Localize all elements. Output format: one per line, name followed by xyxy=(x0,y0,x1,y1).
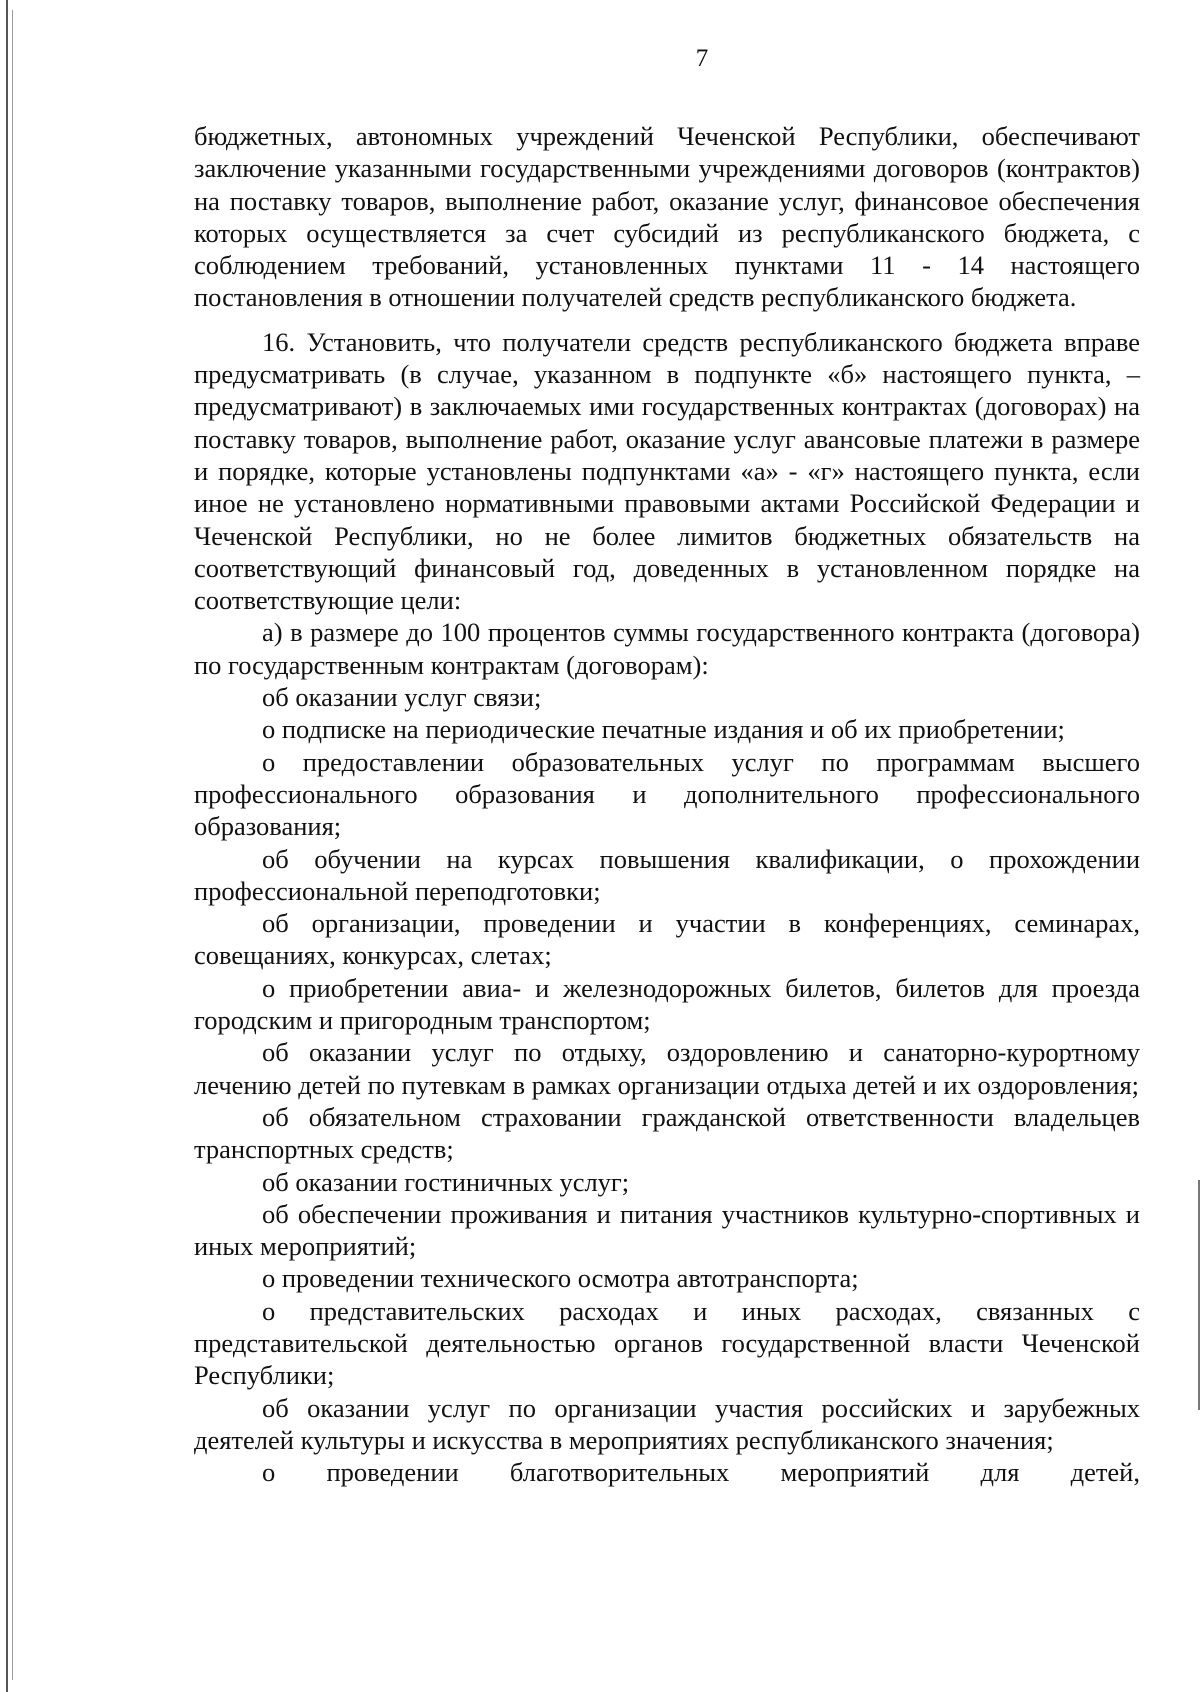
subparagraph-a: а) в размере до 100 процентов суммы государственного контракта (договора) по государственным контрактам (договорам): xyxy=(194,617,1140,680)
list-item: об оказании услуг связи; xyxy=(262,682,542,713)
list-item: о представительских расходах и иных расходах, связанных с представительской деятельностью органов государственной власти Чеченской Республики; xyxy=(194,1295,1140,1391)
paragraph-16: 16. Установить, что получатели средств республиканского бюджета вправе предусматривать (в случае, указанном в подпункте «б» настоящего пункта, – предусматривают) в заключаемых ими государственных контрактах (договорах) на поставку товаров, выполнение работ, оказание услуг авансовые платежи в размере и порядке, которые установлены подпунктами «а» - «г» настоящего пункта, если иное не установлено нормативными правовыми актами Российской Федерации и Чеченской Республики, но не более лимитов бюджетных обязательств на соответствующий финансовый год, доведенных в установленном порядке на соответствующие цели: xyxy=(194,326,1140,616)
list-item: о подписке на периодические печатные издания и об их приобретении; xyxy=(262,714,1065,745)
page-number: 7 xyxy=(695,45,709,72)
list-item: об оказании гостиничных услуг; xyxy=(262,1166,630,1197)
list-item: об оказании услуг по отдыху, оздоровлению и санаторно-курортному лечению детей по путевкам в рамках организации отдыха детей и их оздоровления; xyxy=(194,1037,1140,1100)
list-item: об организации, проведении и участии в конференциях, семинарах, совещаниях, конкурсах, слетах; xyxy=(194,908,1140,971)
list-item: о приобретении авиа- и железнодорожных билетов, билетов для проезда городским и пригородным транспортом; xyxy=(194,972,1140,1036)
list-item: об обеспечении проживания и питания участников культурно-спортивных и иных мероприятий; xyxy=(194,1198,1140,1262)
list-item: об оказании услуг по организации участия российских и зарубежных деятелей культуры и искусства в мероприятиях республиканского значения; xyxy=(194,1392,1140,1455)
document-body xyxy=(194,120,1140,1488)
list-item: о проведении технического осмотра автотранспорта; xyxy=(262,1263,859,1294)
list-item: об обучении на курсах повышения квалификации, о прохождении профессиональной переподготовки; xyxy=(194,843,1140,906)
list-item: об обязательном страховании гражданской ответственности владельцев транспортных средств; xyxy=(194,1101,1140,1165)
scan-edge-left-secondary xyxy=(12,10,13,1680)
list-item: о проведении благотворительных мероприятий для детей, xyxy=(262,1457,1140,1488)
paragraph-continuation: бюджетных, автономных учреждений Чеченской Республики, обеспечивают заключение указанными государственными учреждениями договоров (контрактов) на поставку товаров, выполнение работ, оказание услуг, финансовое обеспечения которых осуществляется за счет субсидий из республиканского бюджета, с соблюдением требований, установленных пунктами 11 - 14 настоящего постановления в отношении получателей средств республиканского бюджета. xyxy=(194,121,1140,313)
scan-edge-left xyxy=(6,0,8,1692)
list-item: о предоставлении образовательных услуг по программам высшего профессионального образования и дополнительного профессионального образования; xyxy=(194,746,1140,842)
